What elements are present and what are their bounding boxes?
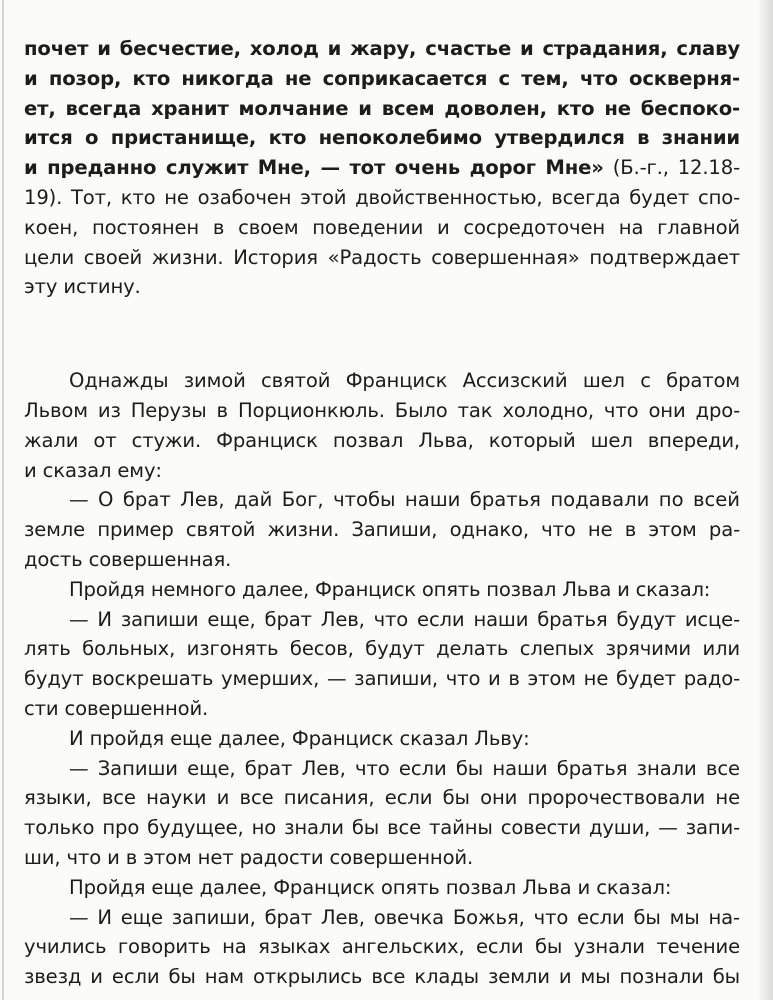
story-line: — И еще запиши, брат Лев, овечка Божья, что если бы мы на- [69,905,740,929]
story-line: лять больных, изгонять бесов, будут делать слепых зрячими или [24,637,740,661]
story-line: будут воскрешать умерших, — запиши, что и в этом не будет радо- [24,667,740,691]
intro-line [24,34,740,64]
binding-shadow [757,0,773,1000]
intro-line-normal: (Б.-г., 12.18- [603,156,740,180]
intro-line [24,183,740,213]
story-line: сти совершенной. [24,696,209,720]
intro-line-normal: цели своей жизни. История «Радость совершенная» подтверждает [24,245,740,269]
story-line: — И запиши еще, брат Лев, что если наши братья будут исце- [69,607,740,631]
story-line: ши, что и в этом нет радости совершенной. [24,845,474,869]
story-line: жали от стужи. Франциск позвал Льва, который шел впереди, [24,428,740,452]
intro-line-normal: 19). Тот, кто не озабочен этой двойственностью, всегда будет спо- [24,185,740,209]
intro-line-bold: ет, всегда хранит молчание и всем доволен, кто не беспоко- [24,96,740,120]
story-body [24,366,740,992]
story-line: звезд и если бы нам открылись все клады земли и мы познали бы [24,965,740,989]
intro-line-normal: эту истину. [24,275,141,299]
story-line: Пройдя немного далее, Франциск опять позвал Льва и сказал: [69,577,711,601]
intro-line-bold: и позор, кто никогда не соприкасается с тем, что оскверня- [24,66,740,90]
story-line: дость совершенная. [24,547,232,571]
story-line: Однажды зимой святой Франциск Ассизский шел с братом [69,369,740,393]
story-line: Пройдя еще далее, Франциск опять позвал Льва и сказал: [69,875,672,899]
intro-line [24,123,740,153]
intro-line [24,243,740,273]
story-line: Львом из Перузы в Порционкюль. Было так холодно, что они дро- [24,398,740,422]
story-line: учились говорить на языках ангельских, если бы узнали течение [24,935,740,959]
page-edge-line [2,0,4,1000]
story-line: земле пример святой жизни. Запиши, однако, что не в этом ра- [24,518,740,542]
story-line: — О брат Лев, дай Бог, чтобы наши братья подавали по всей [69,488,740,512]
intro-line-bold: ится о пристанище, кто непоколебимо утвердился в знании [24,126,740,150]
intro-line [24,153,740,183]
intro-line-bold: почет и бесчестие, холод и жару, счастье и страдания, славу [24,37,740,60]
story-line: и сказал ему: [24,458,162,482]
intro-line [24,272,740,302]
section-spacer [24,302,740,366]
intro-paragraph [24,34,740,302]
intro-line [24,213,740,243]
text-column [24,34,740,992]
story-line: — Запиши еще, брат Лев, что если бы наши братья знали все [69,756,740,780]
intro-line-normal: коен, постоянен в своем поведении и сосредоточен на главной [24,215,740,239]
story-line: только про будущее, но знали бы все тайны совести души, — запи- [24,816,740,840]
intro-line-bold: и преданно служит Мне, — тот очень дорог Мне» [24,156,604,180]
intro-line [24,64,740,94]
story-line: И пройдя еще далее, Франциск сказал Льву: [69,726,530,750]
intro-line [24,94,740,124]
story-line: языки, все науки и все писания, если бы они пророчествовали не [24,786,740,810]
